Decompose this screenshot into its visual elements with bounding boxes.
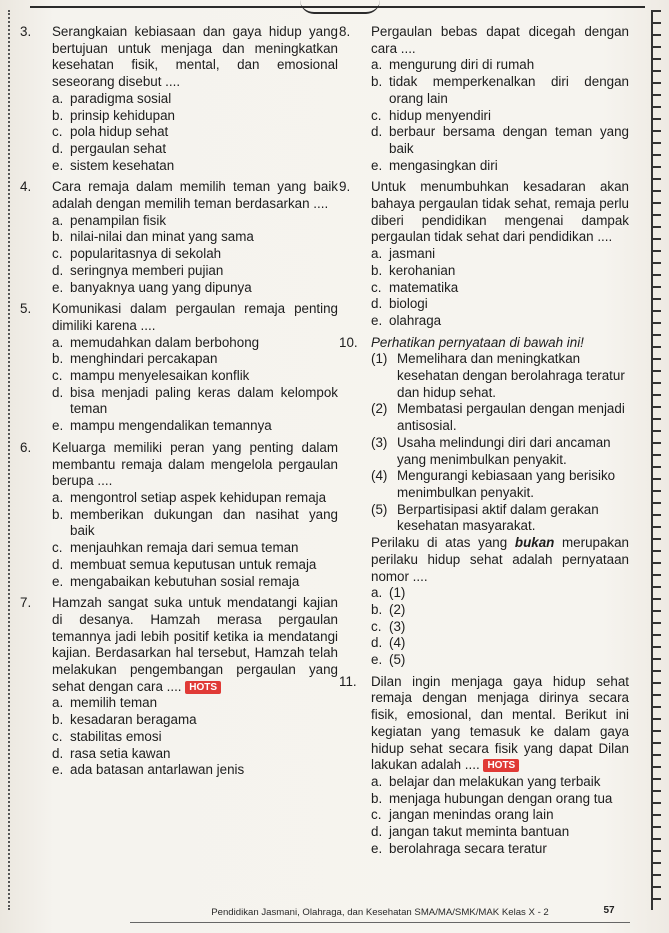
option-d: d. rasa setia kawan — [52, 745, 171, 761]
question-5 — [20, 301, 338, 435]
page-footer: Pendidikan Jasmani, Olahraga, dan Kesehatan SMA/MA/SMK/MAK Kelas X - 2 — [211, 907, 549, 918]
question-8 — [339, 24, 629, 174]
option-a: a. mengontrol setiap aspek kehidupan remaja — [52, 489, 327, 505]
question-number: 10. — [339, 334, 358, 350]
option-d: d. membuat semua keputusan untuk remaja — [52, 556, 317, 572]
option-e: e. ada batasan antarlawan jenis — [52, 762, 245, 778]
option-a: a. memudahkan dalam berbohong — [52, 334, 260, 350]
question-stem: Komunikasi dalam pergaulan remaja penting dimiliki karena .... — [52, 301, 338, 333]
question-stem: Cara remaja dalam memilih teman yang baik adalah dengan memilih teman berdasarkan .... — [52, 179, 338, 212]
right-border — [651, 10, 661, 910]
question-9 — [339, 179, 629, 329]
left-border — [8, 10, 12, 910]
question-number: 3. — [20, 24, 32, 39]
option-c: c. (3) — [371, 618, 406, 634]
left-column — [20, 24, 338, 779]
question-number: 7. — [20, 595, 32, 611]
question-number: 8. — [339, 24, 351, 39]
option-b: b. memberikan dukungan dan nasihat yang baik — [52, 506, 338, 539]
option-b: b. prinsip kehidupan — [52, 107, 175, 123]
option-b: b. menghindari percakapan — [52, 351, 218, 367]
option-e: e. mengabaikan kebutuhan sosial remaja — [52, 573, 300, 589]
question-10 — [339, 335, 629, 669]
question-stem: Perhatikan pernyataan di bawah ini! — [371, 334, 584, 350]
option-d: d. biologi — [371, 296, 428, 312]
question-11 — [339, 674, 629, 858]
question-stem: Pergaulan bebas dapat dicegah dengan cara .... — [371, 24, 629, 56]
option-c: c. mampu menyelesaikan konflik — [52, 368, 250, 384]
option-e: e. banyaknya uang yang dipunya — [52, 279, 252, 295]
option-b: b. menjaga hubungan dengan orang tua — [371, 790, 613, 806]
page-number: 57 — [603, 905, 615, 916]
option-b: b. nilai-nilai dan minat yang sama — [52, 229, 254, 245]
option-b: b. tidak memperkenalkan diri dengan orang lain — [371, 74, 629, 106]
option-e: e. mampu mengendalikan temannya — [52, 418, 272, 434]
statement-1: (1) Memelihara dan meningkatkan kesehatan dengan berolahraga teratur dan hidup sehat. — [371, 351, 625, 400]
option-c: c. menjauhkan remaja dari semua teman — [52, 540, 299, 556]
question-prompt: Perilaku di atas yang bukan merupakan perilaku hidup sehat adalah pernyataan nomor .... — [371, 535, 630, 584]
option-b: b. kerohanian — [371, 262, 456, 278]
question-stem: Untuk menumbuhkan kesadaran akan bahaya pergaulan tidak sehat, remaja perlu diberi pendidikan mengenai dampak pergaulan tidak sehat dari pendidikan .... — [371, 179, 629, 245]
question-3 — [20, 24, 338, 174]
option-e: e. olahraga — [371, 312, 442, 328]
question-number: 9. — [339, 179, 351, 195]
footer-line — [130, 922, 630, 923]
option-a: a. belajar dan melakukan yang terbaik — [371, 773, 601, 789]
option-e: e. mengasingkan diri — [371, 157, 498, 173]
question-number: 11. — [339, 673, 357, 689]
question-number: 4. — [20, 179, 32, 195]
statement-3: (3) Usaha melindungi diri dari ancaman yang menimbulkan penyakit. — [371, 434, 611, 467]
option-a: a. jasmani — [371, 246, 436, 262]
option-d: d. (4) — [371, 635, 406, 651]
option-d: d. berbaur bersama dengan teman yang baik — [371, 124, 629, 156]
question-stem: Serangkaian kebiasaan dan gaya hidup yang bertujuan untuk menjaga dan meningkatkan kesehatan fisik, mental, dan emosional seseorang disebut .... — [52, 24, 338, 90]
top-ornament — [300, 0, 380, 14]
option-a: a. penampilan fisik — [52, 212, 167, 228]
option-c: c. hidup menyendiri — [371, 107, 491, 123]
question-4 — [20, 179, 338, 296]
option-a: a. paradigma sosial — [52, 90, 172, 106]
option-c: c. matematika — [371, 279, 459, 295]
right-column — [339, 24, 629, 857]
option-d: d. seringnya memberi pujian — [52, 262, 224, 278]
option-b: b. kesadaran beragama — [52, 712, 197, 728]
statement-2: (2) Membatasi pergaulan dengan menjadi antisosial. — [371, 401, 625, 434]
option-d: d. pergaulan sehat — [52, 140, 167, 156]
option-b: b. (2) — [371, 601, 406, 617]
option-e: e. (5) — [371, 652, 406, 668]
option-a: a. (1) — [371, 585, 406, 601]
question-6 — [20, 440, 338, 590]
statement-4: (4) Mengurangi kebiasaan yang berisiko menimbulkan penyakit. — [371, 468, 616, 500]
option-a: a. mengurung diri di rumah — [371, 57, 535, 73]
option-c: c. jangan menindas orang lain — [371, 807, 554, 823]
option-e: e. berolahraga secara teratur — [371, 840, 547, 856]
option-a: a. memilih teman — [52, 695, 158, 711]
question-stem: Dilan ingin menjaga gaya hidup sehat remaja dengan menjaga dirinya secara fisik, emosional, dan mental. Berikut ini kegiatan yang temasuk ke dalam gaya hidup sehat secara fisik yang dapat Dilan lakukan adalah .... HOTS — [371, 673, 629, 773]
question-stem: Keluarga memiliki peran yang penting dalam membantu remaja dalam mengelola pergaulan berupa .... — [52, 439, 338, 489]
option-d: d. jangan takut meminta bantuan — [371, 824, 570, 840]
question-stem: Hamzah sangat suka untuk mendatangi kajian di desanya. Hamzah merasa pergaulan temannya jadi lebih positif ketika ia mendatangi kajian. Berdasarkan hal tersebut, Hamzah telah melakukan pengembangan pergaulan yang sehat dengan cara .... HOTS — [52, 595, 338, 694]
option-e: e. sistem kesehatan — [52, 157, 175, 173]
statement-5: (5) Berpartisipasi aktif dalam gerakan kesehatan masyarakat. — [371, 501, 599, 534]
option-c: c. popularitasnya di sekolah — [52, 246, 222, 262]
option-d: d. bisa menjadi paling keras dalam kelompok teman — [52, 384, 338, 417]
question-number: 6. — [20, 439, 32, 455]
option-c: c. stabilitas emosi — [52, 728, 162, 744]
option-c: c. pola hidup sehat — [52, 124, 169, 140]
question-number: 5. — [20, 301, 32, 317]
hots-badge: HOTS — [483, 759, 519, 772]
hots-badge: HOTS — [185, 681, 221, 694]
question-7 — [20, 595, 338, 779]
